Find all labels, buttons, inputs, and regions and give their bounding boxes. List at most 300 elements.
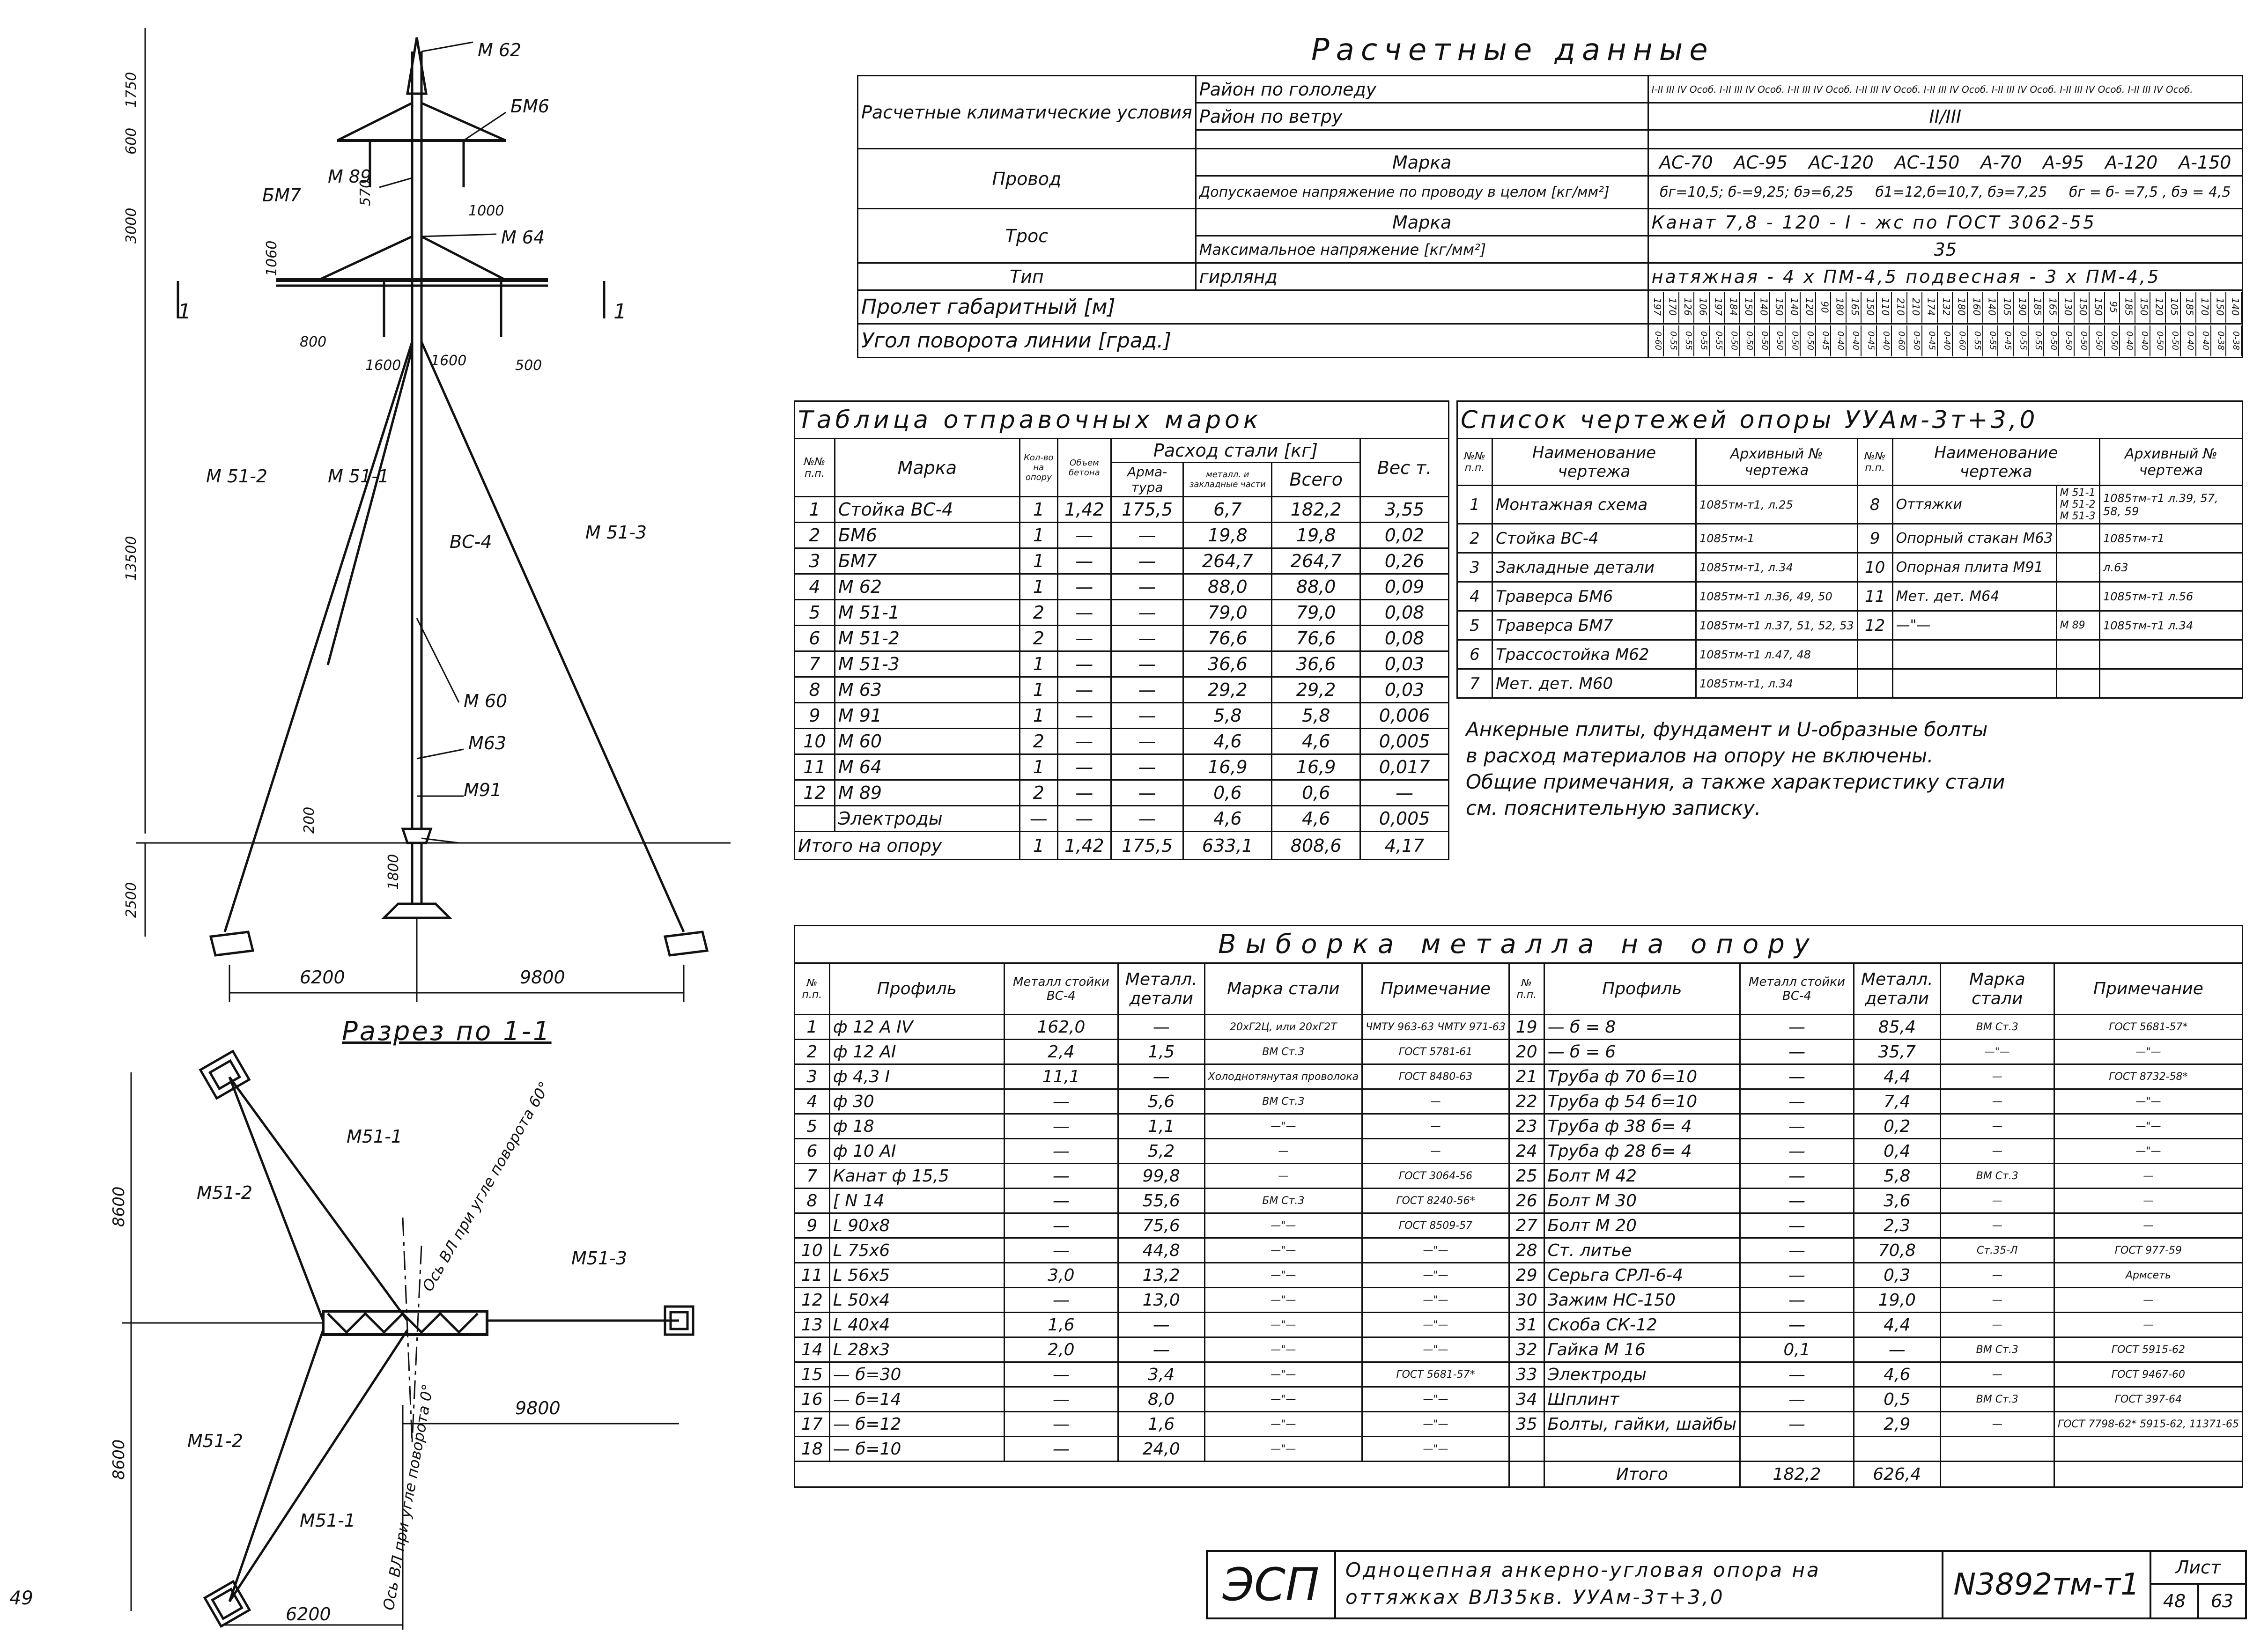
span-value: 150	[1740, 292, 1755, 323]
shipping-cell: 10	[795, 729, 835, 754]
dim-570: 570	[357, 179, 374, 206]
metal-cell: Труба ф 28 б= 4	[1544, 1139, 1740, 1164]
angle-value: 0-50	[1740, 325, 1755, 356]
metal-cell: 21	[1509, 1064, 1544, 1089]
angle-value: 0-50	[1786, 325, 1801, 356]
shipping-cell: М 51-3	[835, 651, 1019, 677]
dim-3000: 3000	[123, 207, 140, 244]
shipping-cell: 79,0	[1183, 600, 1272, 626]
shipping-cell: 11	[795, 754, 835, 780]
shipping-cell: 1	[1019, 651, 1057, 677]
metal-header: Профиль	[1544, 963, 1740, 1015]
shipping-cell: —	[1057, 626, 1111, 651]
metal-header: Металл. детали	[1854, 963, 1940, 1015]
shipping-total-cell: 1	[1019, 832, 1057, 860]
shipping-cell	[795, 806, 835, 832]
dim-1060: 1060	[264, 240, 280, 276]
metal-cell: 23	[1509, 1114, 1544, 1139]
drawings-cell	[2056, 582, 2099, 611]
span-value: 197	[1649, 292, 1664, 323]
wire-brand: А-70	[1980, 152, 2022, 173]
metal-cell: L 50х4	[829, 1288, 1004, 1313]
shipping-cell: 0,005	[1360, 729, 1449, 754]
drawings-cell-empty	[1857, 640, 1892, 669]
metal-cell: 0,3	[1854, 1263, 1940, 1288]
metal-cell: 4,6	[1854, 1362, 1940, 1387]
metal-cell: —"—	[1362, 1387, 1509, 1412]
metal-cell: —	[1118, 1064, 1204, 1089]
stamp-sheets: 63	[2210, 1591, 2234, 1611]
span-value: 130	[2059, 292, 2074, 323]
metal-cell: 17	[795, 1412, 830, 1437]
metal-cell: L 75х6	[829, 1238, 1004, 1263]
metal-cell: ГОСТ 8480-63	[1362, 1064, 1509, 1089]
drawings-cell: Стойка ВС-4	[1492, 524, 1696, 553]
metal-cell: —"—	[1362, 1238, 1509, 1263]
shipping-cell: 5,8	[1272, 703, 1360, 729]
shipping-row	[795, 548, 1449, 574]
metal-cell: 2,9	[1854, 1412, 1940, 1437]
drawings-row	[1457, 524, 2243, 553]
shipping-cell: 0,005	[1360, 806, 1449, 832]
drawings-row	[1457, 486, 2243, 524]
angle-value: 0-60	[1953, 325, 1968, 356]
shipping-cell: —	[1360, 780, 1449, 806]
shipping-cell: 4,6	[1272, 806, 1360, 832]
metal-cell: —"—	[1204, 1437, 1362, 1462]
shipping-cell: 182,2	[1272, 497, 1360, 523]
span-value: 105	[1998, 292, 2013, 323]
drawings-cell: 1085тм-т1, л.25	[1696, 486, 1858, 524]
metal-cell: 7	[795, 1164, 830, 1189]
drawings-cell-empty	[2056, 640, 2099, 669]
metal-cell: 3,6	[1854, 1189, 1940, 1213]
dim-1000: 1000	[468, 203, 504, 219]
angle-value: 0-40	[1847, 325, 1862, 356]
shipping-cell: —	[1019, 806, 1057, 832]
metal-cell: ГОСТ 9467-60	[2054, 1362, 2242, 1387]
angle-value: 0-55	[1983, 325, 1998, 356]
metal-cell: 9	[795, 1213, 830, 1238]
calc-cable-stress: 35	[1648, 236, 2242, 263]
dim-800: 800	[300, 334, 327, 350]
section-axis-60: Ось ВЛ при угле поворота 60°	[419, 1078, 554, 1294]
shipping-cell: М 51-1	[835, 600, 1019, 626]
metal-cell: —"—	[2054, 1089, 2242, 1114]
drawings-cell-empty	[2100, 669, 2243, 698]
metal-cell: ГОСТ 5915-62	[2054, 1337, 2242, 1362]
drawings-cell: 1085тм-т1 л.56	[2100, 582, 2243, 611]
stamp-title-2: оттяжках ВЛ35кв. УУАм-3т+3,0	[1345, 1586, 1725, 1609]
shipping-cell: —	[1111, 729, 1183, 754]
metal-cell: —"—	[1204, 1313, 1362, 1337]
metal-cell: —	[1740, 1089, 1854, 1114]
metal-cell: —"—	[1204, 1238, 1362, 1263]
metal-cell: ГОСТ 977-59	[2054, 1238, 2242, 1263]
metal-cell: —	[1740, 1238, 1854, 1263]
drawings-list-table	[1456, 400, 2243, 699]
section-label-m51-1-bottom: М51-1	[300, 1510, 356, 1531]
shipping-cell: 0,08	[1360, 600, 1449, 626]
shipping-row	[795, 806, 1449, 832]
angle-value: 0-45	[1816, 325, 1831, 356]
metal-cell: ГОСТ 3064-56	[1362, 1164, 1509, 1189]
drawings-cell: 11	[1857, 582, 1892, 611]
metal-cell: Ст.35-Л	[1940, 1238, 2054, 1263]
metal-cell: 20хГ2Ц, или 20хГ2Т	[1204, 1015, 1362, 1040]
metal-cell: 22	[1509, 1089, 1544, 1114]
metal-cell: —	[1004, 1114, 1118, 1139]
calc-stress-label: Допускаемое напряжение по проводу в целом [кг/мм²]	[1196, 176, 1648, 209]
metal-row	[795, 1040, 2243, 1064]
drawings-cell: 1085тм-т1, л.34	[1696, 553, 1858, 582]
metal-cell: 8,0	[1118, 1387, 1204, 1412]
span-value: 170	[1664, 292, 1679, 323]
drawings-row	[1457, 553, 2243, 582]
metal-cell: L 28х3	[829, 1337, 1004, 1362]
angle-value: 0-50	[1801, 325, 1816, 356]
metal-cell: Труба ф 38 б= 4	[1544, 1114, 1740, 1139]
section-label-m51-3: М51-3	[571, 1248, 628, 1269]
drawings-cell	[2056, 524, 2099, 553]
metal-cell: 7,4	[1854, 1089, 1940, 1114]
metal-cell: L 40х4	[829, 1313, 1004, 1337]
metal-cell: —	[1940, 1288, 2054, 1313]
shipping-total-cell: 808,6	[1272, 832, 1360, 860]
section-label-m51-1-top: М51-1	[347, 1126, 403, 1147]
calc-span-label: Пролет габаритный [м]	[858, 290, 1648, 324]
drawings-cell: 1	[1457, 486, 1492, 524]
metal-cell: —	[1004, 1288, 1118, 1313]
metal-cell: 0,5	[1854, 1387, 1940, 1412]
dim-2500: 2500	[123, 882, 140, 918]
metal-cell: 24	[1509, 1139, 1544, 1164]
shipping-row	[795, 497, 1449, 523]
metal-cell: —	[1004, 1437, 1118, 1462]
shipping-h-total: Всего	[1272, 463, 1360, 497]
metal-cell: —	[1740, 1040, 1854, 1064]
angle-value: 0-50	[2075, 325, 2090, 356]
shipping-row	[795, 626, 1449, 651]
metal-cell: 24,0	[1118, 1437, 1204, 1462]
metal-cell: 25	[1509, 1164, 1544, 1189]
metal-table	[794, 925, 2243, 1488]
metal-cell: —	[2054, 1213, 2242, 1238]
drawings-cell: 1085тм-т1 л.47, 48	[1696, 640, 1858, 669]
span-value: 185	[2120, 292, 2135, 323]
metal-cell: 1,1	[1118, 1114, 1204, 1139]
page-number: 49	[9, 1588, 33, 1609]
metal-cell: ГОСТ 8732-58*	[2054, 1064, 2242, 1089]
angle-value: 0-55	[1968, 325, 1983, 356]
metal-cell: 6	[795, 1139, 830, 1164]
shipping-cell: —	[1057, 780, 1111, 806]
calc-cable-label: Трос	[858, 209, 1196, 263]
metal-cell: —"—	[1204, 1114, 1362, 1139]
metal-cell: —	[1004, 1387, 1118, 1412]
span-value: 150	[1770, 292, 1785, 323]
metal-cell: —	[1118, 1015, 1204, 1040]
metal-cell: —	[1854, 1337, 1940, 1362]
shipping-cell: 79,0	[1272, 600, 1360, 626]
label-m91: М91	[464, 780, 502, 800]
shipping-title: Таблица отправочных марок	[795, 401, 1449, 439]
drawings-cell: Опорный стакан М63	[1892, 524, 2056, 553]
metal-total-label: Итого	[1544, 1462, 1740, 1487]
shipping-total-cell: 1,42	[1057, 832, 1111, 860]
metal-cell: —	[1004, 1139, 1118, 1164]
calc-cable-stress-label: Максимальное напряжение [кг/мм²]	[1196, 236, 1648, 263]
stamp-sheet: 48	[2151, 1585, 2199, 1617]
metal-cell: —"—	[1204, 1288, 1362, 1313]
span-value: 140	[1786, 292, 1801, 323]
shipping-row	[795, 703, 1449, 729]
dim-1600-left: 1600	[365, 357, 401, 374]
span-value: 160	[1968, 292, 1983, 323]
metal-cell-empty	[1940, 1437, 2054, 1462]
metal-row	[795, 1164, 2243, 1189]
metal-header: Марка стали	[1204, 963, 1362, 1015]
shipping-cell: М 51-2	[835, 626, 1019, 651]
wire-brand: АС-150	[1894, 152, 1960, 173]
metal-row	[795, 1437, 2243, 1462]
label-m63: М63	[468, 733, 507, 753]
metal-cell: —	[1940, 1213, 2054, 1238]
metal-cell: — б=10	[829, 1437, 1004, 1462]
shipping-total-cell: 175,5	[1111, 832, 1183, 860]
shipping-cell: 16,9	[1183, 754, 1272, 780]
metal-cell: Болт М 30	[1544, 1189, 1740, 1213]
angle-value: 0-50	[1907, 325, 1922, 356]
shipping-cell: 2	[1019, 780, 1057, 806]
metal-cell: 13,0	[1118, 1288, 1204, 1313]
span-value: 165	[1847, 292, 1862, 323]
metal-cell: —	[1362, 1114, 1509, 1139]
angle-value: 0-55	[2029, 325, 2044, 356]
metal-cell: 2,4	[1004, 1040, 1118, 1064]
angle-value: 0-45	[1862, 325, 1876, 356]
wire-brand: АС-120	[1808, 152, 1874, 173]
metal-cell: ВМ Ст.3	[1204, 1089, 1362, 1114]
angle-value: 0-40	[2135, 325, 2150, 356]
angle-value: 0-55	[2014, 325, 2029, 356]
metal-cell: —	[1940, 1114, 2054, 1139]
angle-value: 0-40	[2120, 325, 2135, 356]
shipping-cell: 175,5	[1111, 497, 1183, 523]
drawings-cell: Закладные детали	[1492, 553, 1696, 582]
metal-cell: 31	[1509, 1313, 1544, 1337]
dim-500: 500	[515, 357, 542, 374]
drawings-cell: 1085тм-т1 л.37, 51, 52, 53	[1696, 611, 1858, 640]
metal-cell: 5	[795, 1114, 830, 1139]
shipping-cell: —	[1111, 703, 1183, 729]
metal-cell: 0,1	[1740, 1337, 1854, 1362]
metal-cell: 5,6	[1118, 1089, 1204, 1114]
label-bc4: ВС-4	[450, 532, 492, 552]
angle-value: 0-50	[2150, 325, 2165, 356]
metal-cell: — б = 6	[1544, 1040, 1740, 1064]
section-guy-m51-1-top	[229, 1077, 407, 1321]
note-line: в расход материалов на опору не включены.	[1466, 744, 1934, 767]
metal-cell: —	[1940, 1139, 2054, 1164]
metal-cell: —"—	[1362, 1412, 1509, 1437]
calc-insul-value: натяжная - 4 х ПМ-4,5 подвесная - 3 х ПМ-4,5	[1648, 263, 2242, 290]
metal-cell: —	[1940, 1362, 2054, 1387]
shipping-cell: —	[1111, 523, 1183, 548]
calc-insul-type-label: Тип	[858, 263, 1196, 290]
metal-cell: — б=12	[829, 1412, 1004, 1437]
shipping-cell: 3	[795, 548, 835, 574]
label-m62: М 62	[478, 40, 522, 60]
shipping-cell: 1	[1019, 754, 1057, 780]
metal-cell: —"—	[1204, 1263, 1362, 1288]
metal-cell: Шплинт	[1544, 1387, 1740, 1412]
section-mark-left: 1	[178, 300, 191, 324]
drawings-cell: Траверса БМ6	[1492, 582, 1696, 611]
shipping-cell: Стойка ВС-4	[835, 497, 1019, 523]
note-line: Анкерные плиты, фундамент и U-образные болты	[1466, 718, 1988, 741]
section-dim-6200: 6200	[286, 1604, 331, 1625]
span-value: 185	[2181, 292, 2196, 323]
shipping-cell: —	[1057, 600, 1111, 626]
metal-cell: 8	[795, 1189, 830, 1213]
span-value: 185	[2029, 292, 2044, 323]
metal-cell: ф 30	[829, 1089, 1004, 1114]
metal-row	[795, 1337, 2243, 1362]
shipping-cell: —	[1111, 600, 1183, 626]
metal-cell: 19	[1509, 1015, 1544, 1040]
angle-value: 0-50	[2090, 325, 2105, 356]
metal-row	[795, 1412, 2243, 1437]
metal-cell: — б=30	[829, 1362, 1004, 1387]
drawings-cell: М 89	[2056, 611, 2099, 640]
span-value: 126	[1679, 292, 1694, 323]
metal-cell: —"—	[1204, 1213, 1362, 1238]
metal-cell: Труба ф 70 б=10	[1544, 1064, 1740, 1089]
angle-value: 0-50	[2166, 325, 2181, 356]
metal-row	[795, 1015, 2243, 1040]
metal-cell: —	[1004, 1238, 1118, 1263]
stamp-sheet-label: Лист	[2151, 1552, 2245, 1585]
span-value: 150	[2075, 292, 2090, 323]
angle-value: 0-55	[1694, 325, 1709, 356]
angle-value: 0-40	[1831, 325, 1846, 356]
metal-cell: —	[1004, 1412, 1118, 1437]
shipping-h-rebar: Арма-тура	[1111, 463, 1183, 497]
drawings-cell: 4	[1457, 582, 1492, 611]
angle-value: 0-40	[2196, 325, 2211, 356]
metal-cell: [ N 14	[829, 1189, 1004, 1213]
section-dim-8600-top: 8600	[110, 1186, 128, 1227]
metal-cell: 1,5	[1118, 1040, 1204, 1064]
wire-brand: А-150	[2179, 152, 2231, 173]
span-value: 120	[1801, 292, 1816, 323]
span-value: 170	[2196, 292, 2211, 323]
shipping-row	[795, 600, 1449, 626]
span-value: 150	[1862, 292, 1876, 323]
metal-cell: —"—	[1204, 1387, 1362, 1412]
drawings-h: Наименование чертежа	[1892, 439, 2099, 486]
shipping-total-cell: 4,17	[1360, 832, 1449, 860]
shipping-cell: М 63	[835, 677, 1019, 703]
drawings-cell-empty	[1857, 669, 1892, 698]
note-line: см. пояснительную записку.	[1466, 797, 1761, 820]
metal-cell: —	[1740, 1064, 1854, 1089]
metal-cell: L 56х5	[829, 1263, 1004, 1288]
angle-value: 0-60	[1649, 325, 1664, 356]
metal-cell: —	[1740, 1263, 1854, 1288]
metal-cell: ф 18	[829, 1114, 1004, 1139]
shipping-cell: —	[1057, 651, 1111, 677]
drawings-cell: 1085тм-т1 л.39, 57, 58, 59	[2100, 486, 2243, 524]
metal-cell: —	[1740, 1114, 1854, 1139]
angle-value: 0-60	[1892, 325, 1907, 356]
metal-cell: —	[1004, 1189, 1118, 1213]
angle-value: 0-55	[1664, 325, 1679, 356]
wire-brand: А-95	[2043, 152, 2084, 173]
metal-cell: Скоба СК-12	[1544, 1313, 1740, 1337]
calc-ice-label: Район по гололеду	[1196, 76, 1648, 103]
metal-cell: —"—	[2054, 1139, 2242, 1164]
shipping-cell: 0,03	[1360, 651, 1449, 677]
metal-cell: —	[1940, 1412, 2054, 1437]
shipping-cell: —	[1111, 651, 1183, 677]
angle-value: 0-40	[1938, 325, 1953, 356]
span-value: 190	[2014, 292, 2029, 323]
drawings-cell: Оттяжки	[1892, 486, 2056, 524]
drawings-row	[1457, 611, 2243, 640]
shipping-cell: 2	[1019, 729, 1057, 754]
metal-cell: —	[1004, 1164, 1118, 1189]
note-line: Общие примечания, а также характеристику стали	[1466, 770, 2005, 793]
section-mark-right: 1	[613, 300, 627, 324]
metal-cell: Болты, гайки, шайбы	[1544, 1412, 1740, 1437]
shipping-cell: 0,6	[1272, 780, 1360, 806]
metal-cell-empty	[1740, 1437, 1854, 1462]
metal-cell: L 90х8	[829, 1213, 1004, 1238]
angle-value: 0-38	[2226, 325, 2241, 356]
drawings-h: Архивный № чертежа	[2100, 439, 2243, 486]
stress-value: б1=12,б=10,7, бэ=7,25	[1875, 184, 2047, 200]
stamp-org: ЭСП	[1208, 1552, 1336, 1617]
shipping-cell: 0,6	[1183, 780, 1272, 806]
shipping-cell: 2	[795, 523, 835, 548]
angle-value: 0-50	[1755, 325, 1770, 356]
shipping-cell: 264,7	[1183, 548, 1272, 574]
metal-cell: — б = 8	[1544, 1015, 1740, 1040]
wire-brand: А-120	[2105, 152, 2158, 173]
angle-value: 0-55	[1679, 325, 1694, 356]
notes-block	[1466, 716, 2238, 821]
section-guy-m51-2-bottom	[229, 1330, 323, 1602]
metal-cell: 2	[795, 1040, 830, 1064]
dim-1600-right: 1600	[431, 353, 467, 369]
calc-table	[857, 75, 2243, 358]
label-m51-1: М 51-1	[328, 466, 390, 487]
span-value: 105	[2166, 292, 2181, 323]
shipping-cell: —	[1111, 548, 1183, 574]
metal-cell: —	[2054, 1189, 2242, 1213]
metal-cell: 13	[795, 1313, 830, 1337]
metal-cell: —	[1118, 1337, 1204, 1362]
span-value: 180	[1831, 292, 1846, 323]
metal-cell: —	[1940, 1313, 2054, 1337]
dim-600: 600	[123, 127, 140, 155]
drawings-row	[1457, 640, 2243, 669]
shipping-cell: —	[1111, 677, 1183, 703]
calc-insul-label: гирлянд	[1196, 263, 1648, 290]
shipping-cell: 7	[795, 651, 835, 677]
